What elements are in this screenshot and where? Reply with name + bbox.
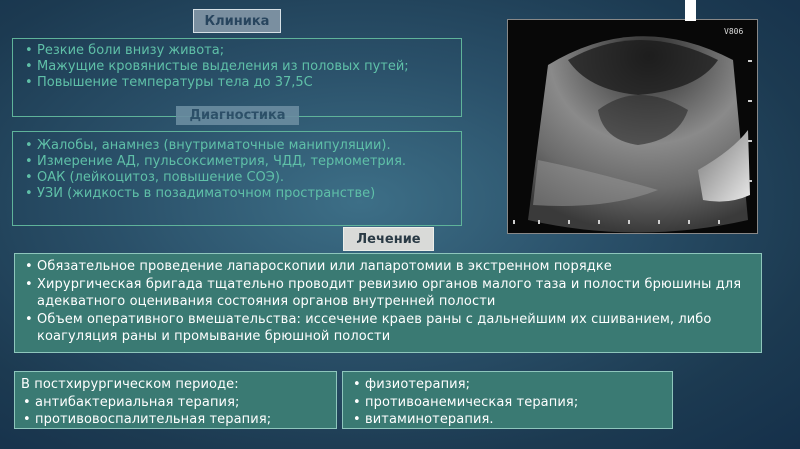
postop-item: • противовоспалительная терапия; — [21, 411, 336, 429]
lechenie-box — [14, 253, 762, 353]
lechenie-heading: Лечение — [343, 227, 434, 251]
diagnostika-item: • ОАК (лейкоцитоз, повышение СОЭ). — [23, 170, 461, 186]
ultrasound-label: V806 — [724, 27, 744, 36]
lechenie-item: • Объем оперативного вмешательства: иссечение краев раны с дальнейшим их сшиванием, либо коагуляция раны и промывание брюшной полости — [23, 311, 761, 346]
diagnostika-item: • Жалобы, анамнез (внутриматочные манипуляции). — [23, 138, 461, 154]
postop-intro: В постхирургическом периоде: — [21, 377, 239, 392]
corner-mark — [685, 0, 696, 21]
postop-item: • противоанемическая терапия; — [351, 394, 672, 412]
postop-item: • физиотерапия; — [351, 376, 672, 394]
klinika-item: • Повышение температуры тела до 37,5С — [23, 75, 461, 91]
diagnostika-box — [12, 131, 462, 226]
klinika-heading: Клиника — [193, 9, 281, 33]
lechenie-item: • Хирургическая бригада тщательно проводит ревизию органов малого таза и полости брюшины для адекватного оценивания состояния органов внутренней полости — [23, 276, 761, 311]
diagnostika-heading: Диагностика — [176, 106, 299, 125]
lechenie-item: • Обязательное проведение лапароскопии или лапаротомии в экстренном порядке — [23, 258, 761, 276]
diagnostika-item: • Измерение АД, пульсоксиметрия, ЧДД, термометрия. — [23, 154, 461, 170]
postop-item: • витаминотерапия. — [351, 411, 672, 429]
klinika-item: • Мажущие кровянистые выделения из половых путей; — [23, 59, 461, 75]
postop-item: • антибактериальная терапия; — [21, 394, 336, 412]
klinika-item: • Резкие боли внизу живота; — [23, 43, 461, 59]
diagnostika-item: • УЗИ (жидкость в позадиматочном пространстве) — [23, 186, 461, 202]
postop-left-box — [14, 371, 337, 429]
postop-right-box — [342, 371, 673, 429]
ultrasound-image — [507, 19, 758, 234]
